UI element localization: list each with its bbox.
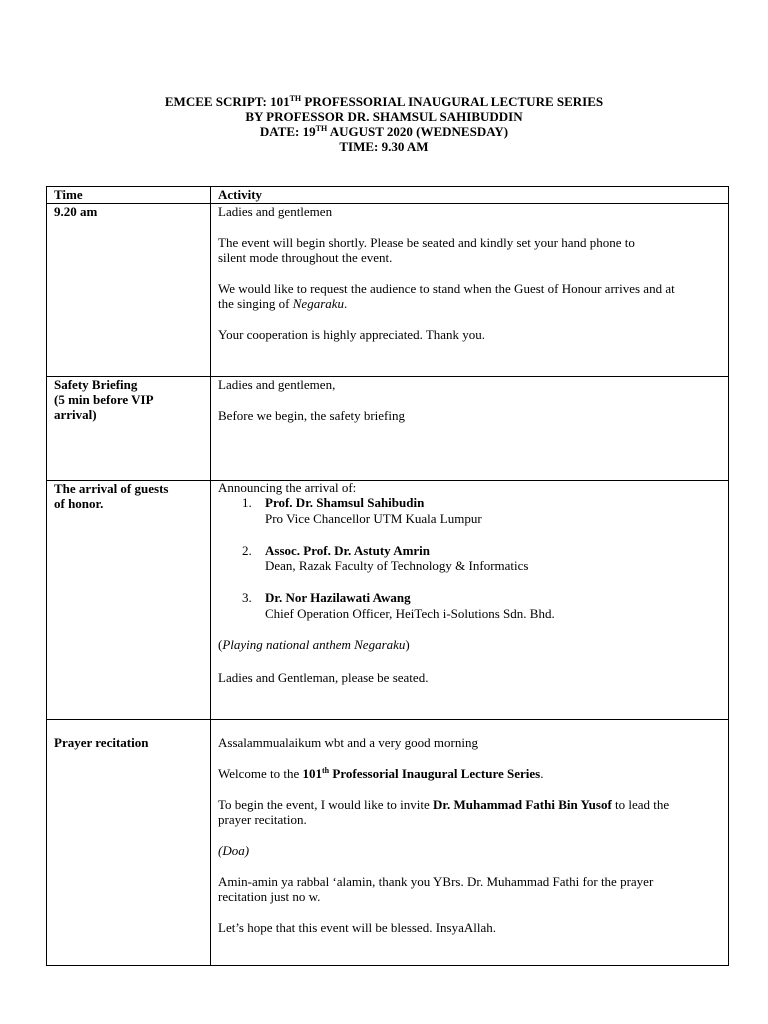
row1-seating-line1: The event will begin shortly. Please be seated and kindly set your hand phone to: [218, 235, 635, 250]
script-date: DATE: 19TH AUGUST 2020 (WEDNESDAY): [259, 124, 509, 139]
row1-activity: [218, 204, 723, 342]
please-be-seated: Ladies and Gentleman, please be seated.: [218, 670, 429, 685]
guest-2-title: Dean, Razak Faculty of Technology & Informatics: [265, 558, 529, 573]
anthem-note: (Playing national anthem Negaraku): [218, 637, 410, 652]
table-rule: [46, 719, 729, 720]
row2-activity: [218, 377, 723, 423]
row2-time-line2: (5 min before VIP: [54, 392, 154, 407]
guest-2-number: 2.: [242, 543, 252, 558]
guest-3-number: 3.: [242, 590, 252, 605]
row3-time: [54, 481, 168, 511]
script-title: EMCEE SCRIPT: 101TH PROFESSORIAL INAUGURAL LECTURE SERIES: [164, 94, 604, 109]
row4-greeting: Assalammualaikum wbt and a very good morning: [218, 735, 478, 750]
column-header-time: Time: [54, 187, 83, 202]
guest-1-title: Pro Vice Chancellor UTM Kuala Lumpur: [265, 511, 482, 526]
row4-invite-line2: prayer recitation.: [218, 812, 307, 827]
row1-thanks: Your cooperation is highly appreciated. Thank you.: [218, 327, 486, 342]
script-time: TIME: 9.30 AM: [339, 139, 429, 154]
row3-intro: Announcing the arrival of:: [218, 480, 357, 495]
row2-greeting: Ladies and gentlemen,: [218, 377, 336, 392]
row1-time: 9.20 am: [54, 204, 98, 219]
row2-time-line1: Safety Briefing: [54, 377, 138, 392]
guest-1-number: 1.: [242, 495, 252, 510]
row1-stand-line1: We would like to request the audience to stand when the Guest of Honour arrives and at: [218, 281, 675, 296]
row1-seating-line2: silent mode throughout the event.: [218, 250, 393, 265]
script-presenter: BY PROFESSOR DR. SHAMSUL SAHIBUDDIN: [245, 109, 523, 124]
row4-activity: [218, 735, 723, 935]
row4-amin-line1: Amin-amin ya rabbal ‘alamin, thank you YBrs. Dr. Muhammad Fathi for the prayer: [218, 874, 654, 889]
row4-doa: (Doa): [218, 843, 250, 858]
table-border-bottom: [46, 965, 729, 966]
row3-time-line1: The arrival of guests: [54, 481, 169, 496]
guest-3-name: Dr. Nor Hazilawati Awang: [265, 590, 411, 605]
table-border-left: [46, 186, 47, 966]
row2-briefing: Before we begin, the safety briefing: [218, 408, 405, 423]
row2-time-line3: arrival): [54, 407, 97, 422]
row4-amin-line2: recitation just no w.: [218, 889, 321, 904]
row1-stand-line2: the singing of Negaraku.: [218, 296, 348, 311]
column-header-activity: Activity: [218, 187, 263, 202]
guest-3-title: Chief Operation Officer, HeiTech i-Solutions Sdn. Bhd.: [265, 606, 555, 621]
table-border-right: [728, 186, 729, 966]
guest-1-name: Prof. Dr. Shamsul Sahibudin: [265, 495, 425, 510]
table-border-top: [46, 186, 729, 187]
row4-welcome: Welcome to the 101th Professorial Inaugural Lecture Series.: [218, 766, 544, 781]
row1-greeting: Ladies and gentlemen: [218, 204, 333, 219]
row4-blessing: Let’s hope that this event will be blessed. InsyaAllah.: [218, 920, 496, 935]
guest-2-name: Assoc. Prof. Dr. Astuty Amrin: [265, 543, 431, 558]
row4-time: Prayer recitation: [54, 735, 149, 750]
row4-invite-line1: To begin the event, I would like to invite Dr. Muhammad Fathi Bin Yusof to lead the: [218, 797, 670, 812]
table-column-divider: [210, 186, 211, 966]
row2-time: [54, 377, 154, 422]
row3-time-line2: of honor.: [54, 496, 104, 511]
